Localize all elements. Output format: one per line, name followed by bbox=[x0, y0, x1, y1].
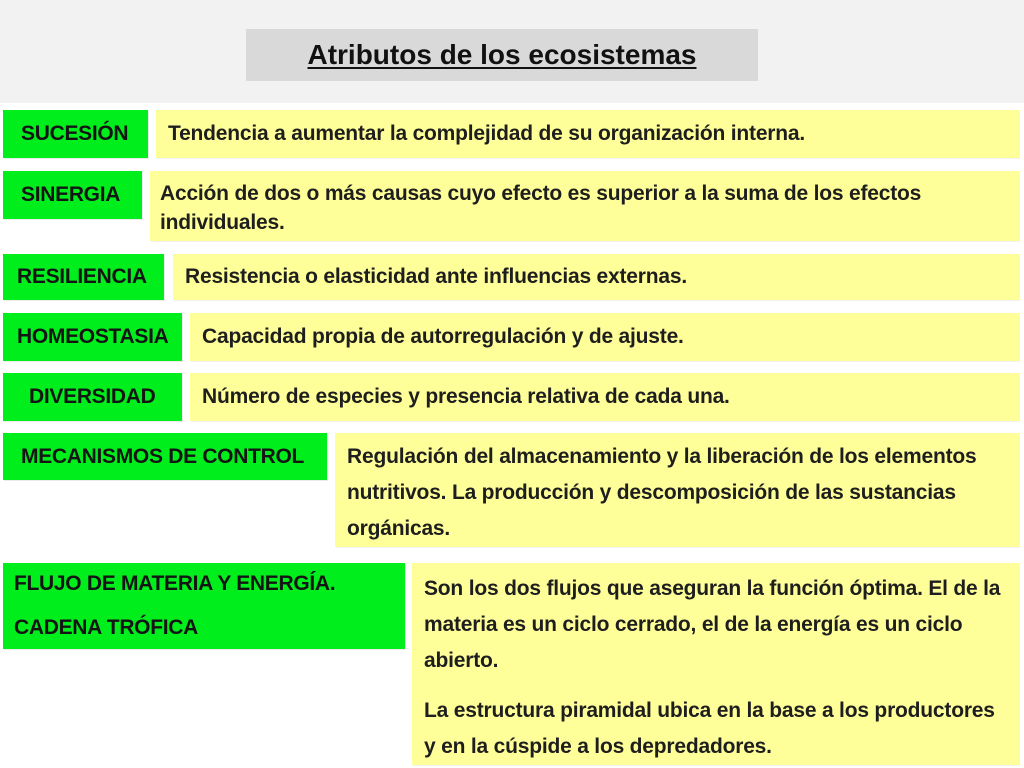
term-mecanismos-de-control bbox=[3, 433, 327, 480]
definition-diversidad bbox=[190, 373, 1019, 421]
definition-paragraph-2: La estructura piramidal ubica en la base a los productores y en la cúspide a los depredadores. bbox=[424, 699, 995, 758]
title-box bbox=[246, 29, 758, 81]
definition-mecanismos-de-control bbox=[335, 433, 1019, 547]
term-label: RESILIENCIA bbox=[17, 265, 147, 288]
term-resiliencia bbox=[3, 254, 164, 300]
term-flujo-cadena-trofica bbox=[3, 563, 405, 649]
definition-text: Acción de dos o más causas cuyo efecto es superior a la suma de los efectos individuales. bbox=[160, 182, 922, 234]
definition-sinergia bbox=[150, 171, 1019, 241]
definition-homeostasia bbox=[190, 313, 1019, 361]
definition-flujo-cadena-trofica bbox=[412, 563, 1019, 765]
definition-text: Capacidad propia de autorregulación y de ajuste. bbox=[202, 325, 684, 348]
definition-text: Tendencia a aumentar la complejidad de su organización interna. bbox=[168, 122, 806, 145]
term-diversidad bbox=[3, 373, 182, 421]
term-label: HOMEOSTASIA bbox=[17, 325, 169, 348]
definition-resiliencia bbox=[173, 254, 1019, 300]
definition-sucesion bbox=[156, 110, 1019, 158]
definition-text: Regulación del almacenamiento y la liberación de los elementos nutritivos. La producción y descomposición de las sustancias orgánicas. bbox=[347, 445, 977, 540]
definition-paragraph-1: Son los dos flujos que aseguran la función óptima. El de la materia es un ciclo cerrado, el de la energía es un ciclo abierto. bbox=[424, 577, 1001, 672]
page-title: Atributos de los ecosistemas bbox=[307, 39, 697, 70]
term-sucesion bbox=[3, 110, 148, 158]
definition-text: Número de especies y presencia relativa de cada una. bbox=[202, 385, 730, 408]
definition-text: Resistencia o elasticidad ante influencias externas. bbox=[185, 265, 687, 288]
term-label-cadena-trofica: CADENA TRÓFICA bbox=[14, 616, 199, 639]
term-label: DIVERSIDAD bbox=[29, 385, 156, 408]
term-label: SINERGIA bbox=[21, 183, 121, 206]
term-label: MECANISMOS DE CONTROL bbox=[21, 444, 305, 468]
term-sinergia bbox=[3, 171, 142, 219]
term-label-flujo: FLUJO DE MATERIA Y ENERGÍA. bbox=[14, 572, 336, 595]
term-homeostasia bbox=[3, 313, 182, 361]
term-label: SUCESIÓN bbox=[21, 122, 129, 145]
